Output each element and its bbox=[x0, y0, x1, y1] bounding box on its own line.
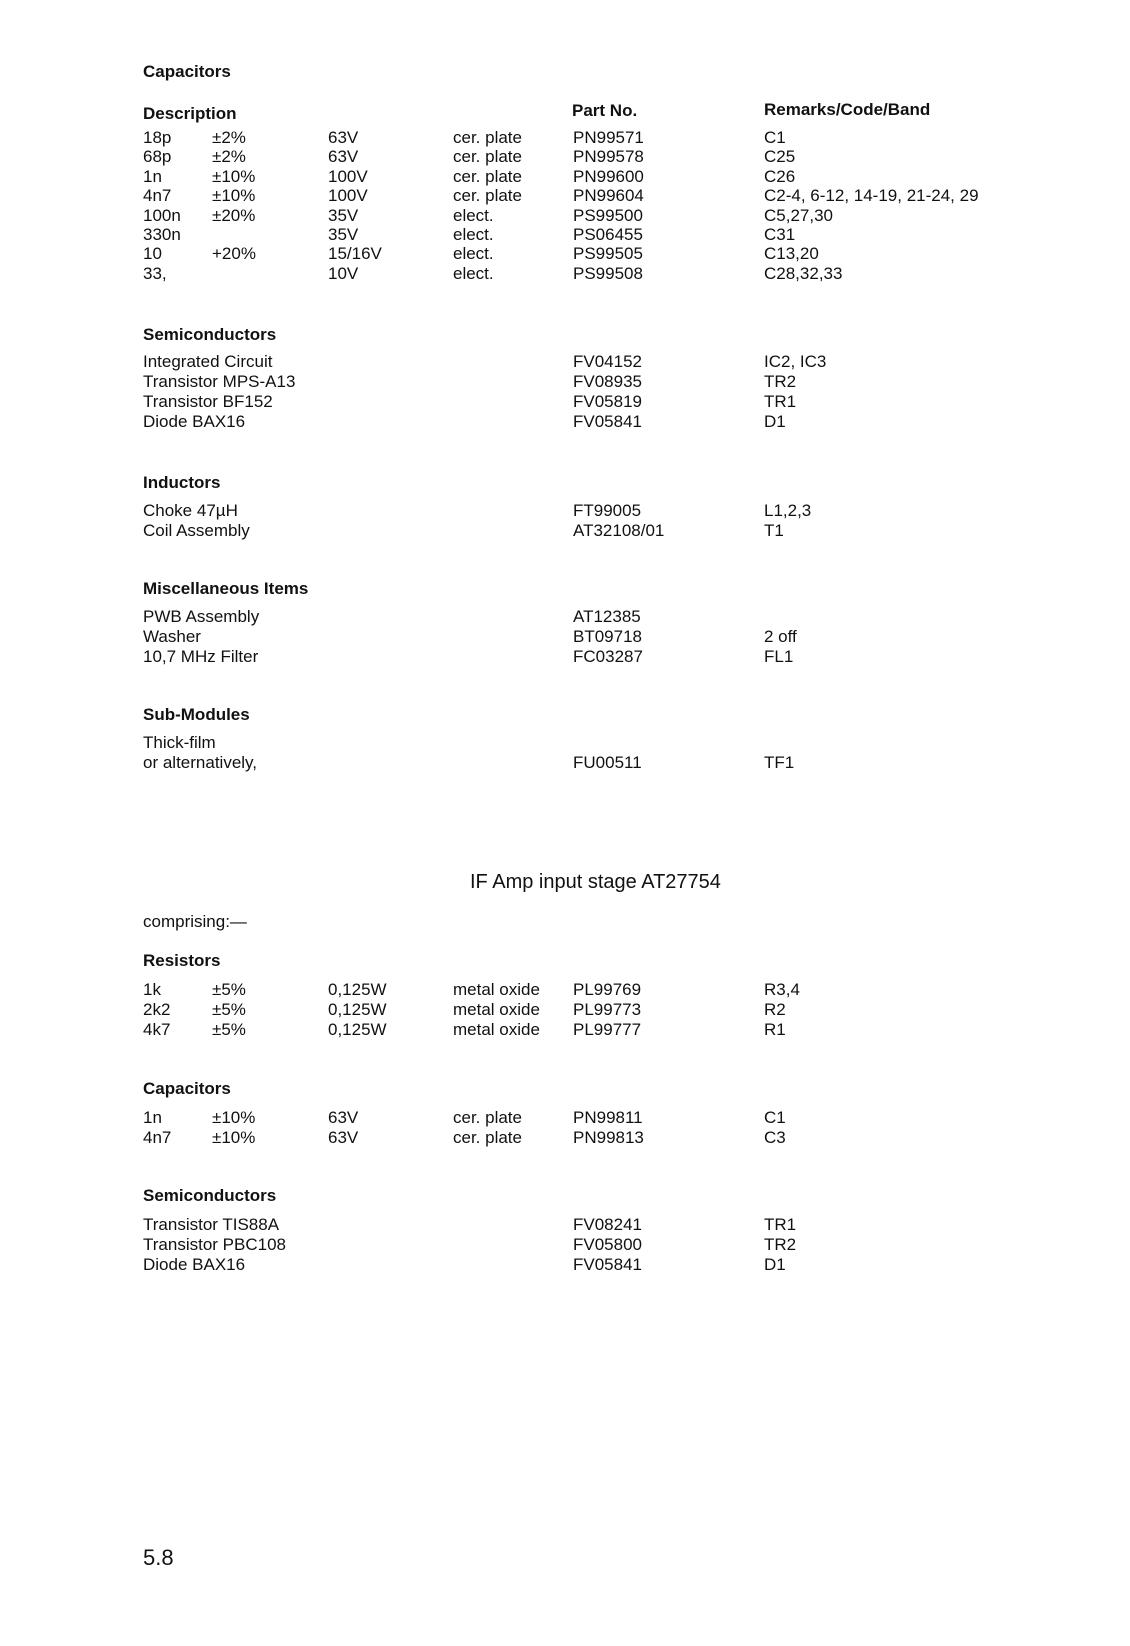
part-number-cell: PN99813 bbox=[573, 1128, 644, 1147]
rating-cell: 63V bbox=[328, 147, 359, 167]
remarks-cell: IC2, IC3 bbox=[764, 352, 827, 371]
rating-cell: 15/16V bbox=[328, 244, 382, 264]
table-row bbox=[0, 412, 1130, 432]
miscellaneous-items-heading: Miscellaneous Items bbox=[143, 579, 309, 598]
value-cell: 68p bbox=[143, 147, 172, 167]
description-column-header: Description bbox=[143, 104, 237, 123]
part-number-cell: FV05819 bbox=[573, 392, 642, 411]
table-row bbox=[0, 264, 1130, 284]
tolerance-cell: ±20% bbox=[212, 205, 256, 225]
remarks-cell: C25 bbox=[764, 147, 796, 167]
description-cell: Choke 47µH bbox=[143, 501, 238, 520]
description-cell: Transistor TIS88A bbox=[143, 1215, 280, 1234]
part-number-cell: PN99600 bbox=[573, 166, 644, 186]
remarks-cell: TR2 bbox=[764, 1235, 797, 1254]
part-number-cell: PS06455 bbox=[573, 225, 643, 244]
part-number-cell: PN99604 bbox=[573, 186, 644, 206]
table-row bbox=[0, 1000, 1130, 1020]
remarks-cell: C13,20 bbox=[764, 244, 819, 264]
remarks-column-header: Remarks/Code/Band bbox=[764, 100, 931, 119]
table-row bbox=[0, 1020, 1130, 1040]
part-number-cell: PS99500 bbox=[573, 205, 643, 225]
table-row bbox=[0, 1255, 1130, 1275]
tolerance-cell: ±2% bbox=[212, 147, 246, 167]
type-cell: cer. plate bbox=[453, 128, 522, 147]
part-number-cell: FV08241 bbox=[573, 1215, 642, 1234]
value-cell: 100n bbox=[143, 205, 181, 225]
table-row bbox=[0, 147, 1130, 167]
tolerance-cell: +20% bbox=[212, 244, 256, 264]
part-number-cell: FT99005 bbox=[573, 501, 642, 520]
type-cell: metal oxide bbox=[453, 1000, 540, 1019]
table-row bbox=[0, 627, 1130, 647]
capacitors-heading-2: Capacitors bbox=[143, 1079, 231, 1098]
type-cell: metal oxide bbox=[453, 1020, 540, 1039]
remarks-cell: C28,32,33 bbox=[764, 263, 843, 283]
type-cell: cer. plate bbox=[453, 147, 522, 167]
part-number-cell: FU00511 bbox=[573, 753, 642, 772]
description-cell: PWB Assembly bbox=[143, 607, 260, 626]
remarks-cell: D1 bbox=[764, 412, 786, 431]
remarks-cell: C1 bbox=[764, 128, 786, 147]
description-cell: Integrated Circuit bbox=[143, 352, 273, 371]
part-number-cell: PN99578 bbox=[573, 147, 644, 167]
rating-cell: 100V bbox=[328, 186, 368, 206]
remarks-cell: D1 bbox=[764, 1255, 786, 1274]
section-title: IF Amp input stage AT27754 bbox=[470, 871, 721, 893]
table-row bbox=[0, 392, 1130, 412]
remarks-cell: R3,4 bbox=[764, 980, 800, 999]
part-number-cell: AT32108/01 bbox=[573, 521, 665, 540]
table-row bbox=[0, 607, 1130, 627]
part-number-cell: BT09718 bbox=[573, 627, 642, 646]
remarks-cell: TR1 bbox=[764, 392, 797, 411]
description-cell: Washer bbox=[143, 627, 201, 646]
type-cell: elect. bbox=[453, 225, 494, 244]
tolerance-cell: ±5% bbox=[212, 1000, 246, 1019]
value-cell: 18p bbox=[143, 128, 172, 147]
part-number-cell: FV05841 bbox=[573, 1255, 642, 1274]
rating-cell: 0,125W bbox=[328, 1020, 387, 1039]
part-number-cell: FC03287 bbox=[573, 647, 643, 666]
table-row bbox=[0, 753, 1130, 773]
value-cell: 10 bbox=[143, 244, 162, 264]
type-cell: elect. bbox=[453, 205, 494, 225]
part-number-cell: PS99508 bbox=[573, 263, 643, 283]
rating-cell: 63V bbox=[328, 128, 359, 147]
part-no-column-header: Part No. bbox=[572, 101, 638, 120]
type-cell: elect. bbox=[453, 244, 494, 264]
rating-cell: 63V bbox=[328, 1108, 359, 1127]
type-cell: cer. plate bbox=[453, 166, 522, 186]
remarks-cell: C26 bbox=[764, 166, 796, 186]
table-row bbox=[0, 206, 1130, 226]
capacitors-heading: Capacitors bbox=[143, 62, 231, 81]
rating-cell: 35V bbox=[328, 225, 359, 244]
table-row bbox=[0, 647, 1130, 667]
value-cell: 4n7 bbox=[143, 1128, 172, 1147]
value-cell: 33, bbox=[143, 263, 167, 283]
remarks-cell: R1 bbox=[764, 1020, 786, 1039]
value-cell: 1k bbox=[143, 980, 161, 999]
table-row bbox=[0, 501, 1130, 521]
table-row bbox=[0, 186, 1130, 206]
description-cell: or alternatively, bbox=[143, 753, 258, 772]
remarks-cell: C2-4, 6-12, 14-19, 21-24, 29 bbox=[764, 186, 979, 206]
table-row bbox=[0, 980, 1130, 1000]
rating-cell: 35V bbox=[328, 205, 359, 225]
tolerance-cell: ±10% bbox=[212, 1128, 256, 1147]
description-cell: Transistor MPS-A13 bbox=[143, 372, 296, 391]
type-cell: elect. bbox=[453, 263, 494, 283]
table-row bbox=[0, 733, 1130, 753]
rating-cell: 100V bbox=[328, 166, 368, 186]
type-cell: cer. plate bbox=[453, 186, 522, 206]
remarks-cell: C3 bbox=[764, 1128, 786, 1147]
table-row bbox=[0, 1215, 1130, 1235]
comprising-label: comprising:— bbox=[143, 912, 247, 931]
part-number-cell: PL99777 bbox=[573, 1020, 642, 1039]
table-row bbox=[0, 1235, 1130, 1255]
type-cell: cer. plate bbox=[453, 1108, 522, 1127]
type-cell: cer. plate bbox=[453, 1128, 522, 1147]
table-row bbox=[0, 225, 1130, 245]
semiconductors-heading-2: Semiconductors bbox=[143, 1186, 277, 1205]
description-cell: Transistor PBC108 bbox=[143, 1235, 286, 1254]
sub-modules-heading: Sub-Modules bbox=[143, 705, 250, 724]
table-row bbox=[0, 521, 1130, 541]
remarks-cell: TF1 bbox=[764, 753, 795, 772]
tolerance-cell: ±10% bbox=[212, 1108, 256, 1127]
description-cell: Coil Assembly bbox=[143, 521, 250, 540]
value-cell: 4k7 bbox=[143, 1020, 171, 1039]
part-number-cell: FV05800 bbox=[573, 1235, 642, 1254]
tolerance-cell: ±2% bbox=[212, 128, 246, 147]
description-cell: Thick-film bbox=[143, 733, 216, 752]
part-number-cell: PN99571 bbox=[573, 128, 644, 147]
rating-cell: 10V bbox=[328, 263, 359, 283]
page-number: 5.8 bbox=[143, 1545, 174, 1570]
description-cell: Diode BAX16 bbox=[143, 1255, 246, 1274]
rating-cell: 0,125W bbox=[328, 1000, 387, 1019]
part-number-cell: PN99811 bbox=[573, 1108, 643, 1127]
part-number-cell: AT12385 bbox=[573, 607, 641, 626]
remarks-cell: R2 bbox=[764, 1000, 786, 1019]
tolerance-cell: ±5% bbox=[212, 1020, 246, 1039]
description-cell: Diode BAX16 bbox=[143, 412, 246, 431]
part-number-cell: PS99505 bbox=[573, 244, 643, 264]
type-cell: metal oxide bbox=[453, 980, 540, 999]
remarks-cell: 2 off bbox=[764, 627, 797, 646]
remarks-cell: C1 bbox=[764, 1108, 786, 1127]
table-row bbox=[0, 1128, 1130, 1148]
resistors-heading: Resistors bbox=[143, 951, 221, 970]
tolerance-cell: ±10% bbox=[212, 186, 256, 206]
remarks-cell: TR1 bbox=[764, 1215, 797, 1234]
part-number-cell: FV08935 bbox=[573, 372, 642, 391]
remarks-cell: FL1 bbox=[764, 647, 794, 666]
rating-cell: 0,125W bbox=[328, 980, 387, 999]
part-number-cell: FV05841 bbox=[573, 412, 642, 431]
remarks-cell: C31 bbox=[764, 225, 796, 244]
table-row bbox=[0, 167, 1130, 187]
value-cell: 1n bbox=[143, 1108, 162, 1127]
remarks-cell: T1 bbox=[764, 521, 784, 540]
part-number-cell: FV04152 bbox=[573, 352, 642, 371]
table-row bbox=[0, 372, 1130, 392]
table-row bbox=[0, 128, 1130, 148]
part-number-cell: PL99773 bbox=[573, 1000, 642, 1019]
table-row bbox=[0, 352, 1130, 372]
value-cell: 4n7 bbox=[143, 186, 172, 206]
value-cell: 1n bbox=[143, 166, 162, 186]
table-row bbox=[0, 244, 1130, 264]
description-cell: Transistor BF152 bbox=[143, 392, 273, 411]
description-cell: 10,7 MHz Filter bbox=[143, 647, 259, 666]
semiconductors-heading: Semiconductors bbox=[143, 325, 277, 344]
remarks-cell: L1,2,3 bbox=[764, 501, 812, 520]
value-cell: 2k2 bbox=[143, 1000, 171, 1019]
remarks-cell: TR2 bbox=[764, 372, 797, 391]
table-row bbox=[0, 1108, 1130, 1128]
tolerance-cell: ±10% bbox=[212, 166, 256, 186]
part-number-cell: PL99769 bbox=[573, 980, 642, 999]
remarks-cell: C5,27,30 bbox=[764, 205, 833, 225]
rating-cell: 63V bbox=[328, 1128, 359, 1147]
tolerance-cell: ±5% bbox=[212, 980, 246, 999]
inductors-heading: Inductors bbox=[143, 473, 221, 492]
value-cell: 330n bbox=[143, 225, 181, 244]
